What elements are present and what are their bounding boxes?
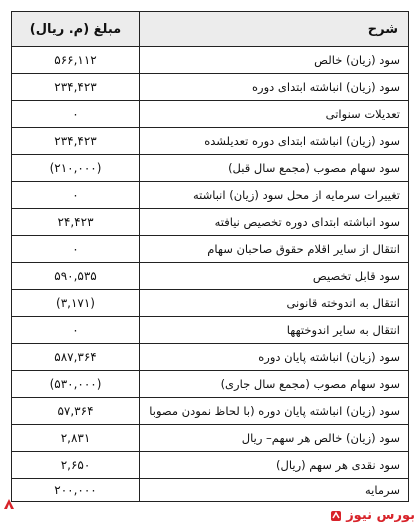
row-amount: (۵۳۰,۰۰۰) <box>12 371 140 398</box>
row-description: سود سهام مصوب (مجمع سال قبل) <box>140 155 409 182</box>
table-row <box>12 236 409 263</box>
row-description: سرمایه <box>140 479 409 502</box>
table-row <box>12 155 409 182</box>
row-description: سود (زیان) خالص <box>140 47 409 74</box>
row-description: سود سهام مصوب (مجمع سال جاری) <box>140 371 409 398</box>
row-description: تعدیلات سنواتی <box>140 101 409 128</box>
row-amount: ۲۳۴,۴۲۳ <box>12 74 140 101</box>
table-row <box>12 182 409 209</box>
row-description: سود قابل تخصیص <box>140 263 409 290</box>
row-description: سود (زیان) خالص هر سهم– ریال <box>140 425 409 452</box>
table-body <box>12 47 409 502</box>
row-description: سود (زیان) انباشته ابتدای دوره تعدیلشده <box>140 128 409 155</box>
watermark-text: بورس نیوز <box>346 508 415 523</box>
table-row <box>12 398 409 425</box>
row-amount: ۲۰۰,۰۰۰ <box>12 479 140 502</box>
table-header-row <box>12 12 409 47</box>
row-amount: ۰ <box>12 182 140 209</box>
watermark-logo-icon <box>330 510 342 522</box>
exchange-logo-icon <box>2 497 16 511</box>
row-amount: ۵۶۶,۱۱۲ <box>12 47 140 74</box>
row-amount: ۰ <box>12 236 140 263</box>
row-description: سود (زیان) انباشته پایان دوره <box>140 344 409 371</box>
row-amount: ۰ <box>12 101 140 128</box>
table-row <box>12 263 409 290</box>
row-amount: ۵۹۰,۵۳۵ <box>12 263 140 290</box>
row-description: سود انباشته ابتدای دوره تخصیص نیافته <box>140 209 409 236</box>
row-amount: ۲۴,۴۲۳ <box>12 209 140 236</box>
table-row <box>12 371 409 398</box>
header-description: شرح <box>140 12 409 47</box>
table-row <box>12 290 409 317</box>
row-amount: ۲,۸۳۱ <box>12 425 140 452</box>
row-description: سود (زیان) انباشته ابتدای دوره <box>140 74 409 101</box>
table-row <box>12 344 409 371</box>
table-row <box>12 425 409 452</box>
row-description: سود (زیان) انباشته پایان دوره (با لحاظ نمودن مصوبا <box>140 398 409 425</box>
table-row <box>12 452 409 479</box>
table-row <box>12 101 409 128</box>
row-amount: ۲,۶۵۰ <box>12 452 140 479</box>
row-amount: (۲۱۰,۰۰۰) <box>12 155 140 182</box>
table-row <box>12 209 409 236</box>
table-row <box>12 74 409 101</box>
table-row <box>12 47 409 74</box>
table-row <box>12 128 409 155</box>
row-amount: ۰ <box>12 317 140 344</box>
row-description: انتقال به اندوخته قانونی <box>140 290 409 317</box>
row-amount: ۵۸۷,۳۶۴ <box>12 344 140 371</box>
row-description: انتقال به سایر اندوختهها <box>140 317 409 344</box>
watermark <box>330 508 415 523</box>
row-amount: ۲۳۴,۴۲۳ <box>12 128 140 155</box>
row-description: سود نقدی هر سهم (ریال) <box>140 452 409 479</box>
table-row <box>12 479 409 502</box>
row-description: تغییرات سرمایه از محل سود (زیان) انباشته <box>140 182 409 209</box>
header-amount: مبلغ (م. ریال) <box>12 12 140 47</box>
row-description: انتقال از سایر اقلام حقوق صاحبان سهام <box>140 236 409 263</box>
table-row <box>12 317 409 344</box>
profit-distribution-table <box>11 11 409 502</box>
row-amount: ۵۷,۳۶۴ <box>12 398 140 425</box>
row-amount: (۳,۱۷۱) <box>12 290 140 317</box>
